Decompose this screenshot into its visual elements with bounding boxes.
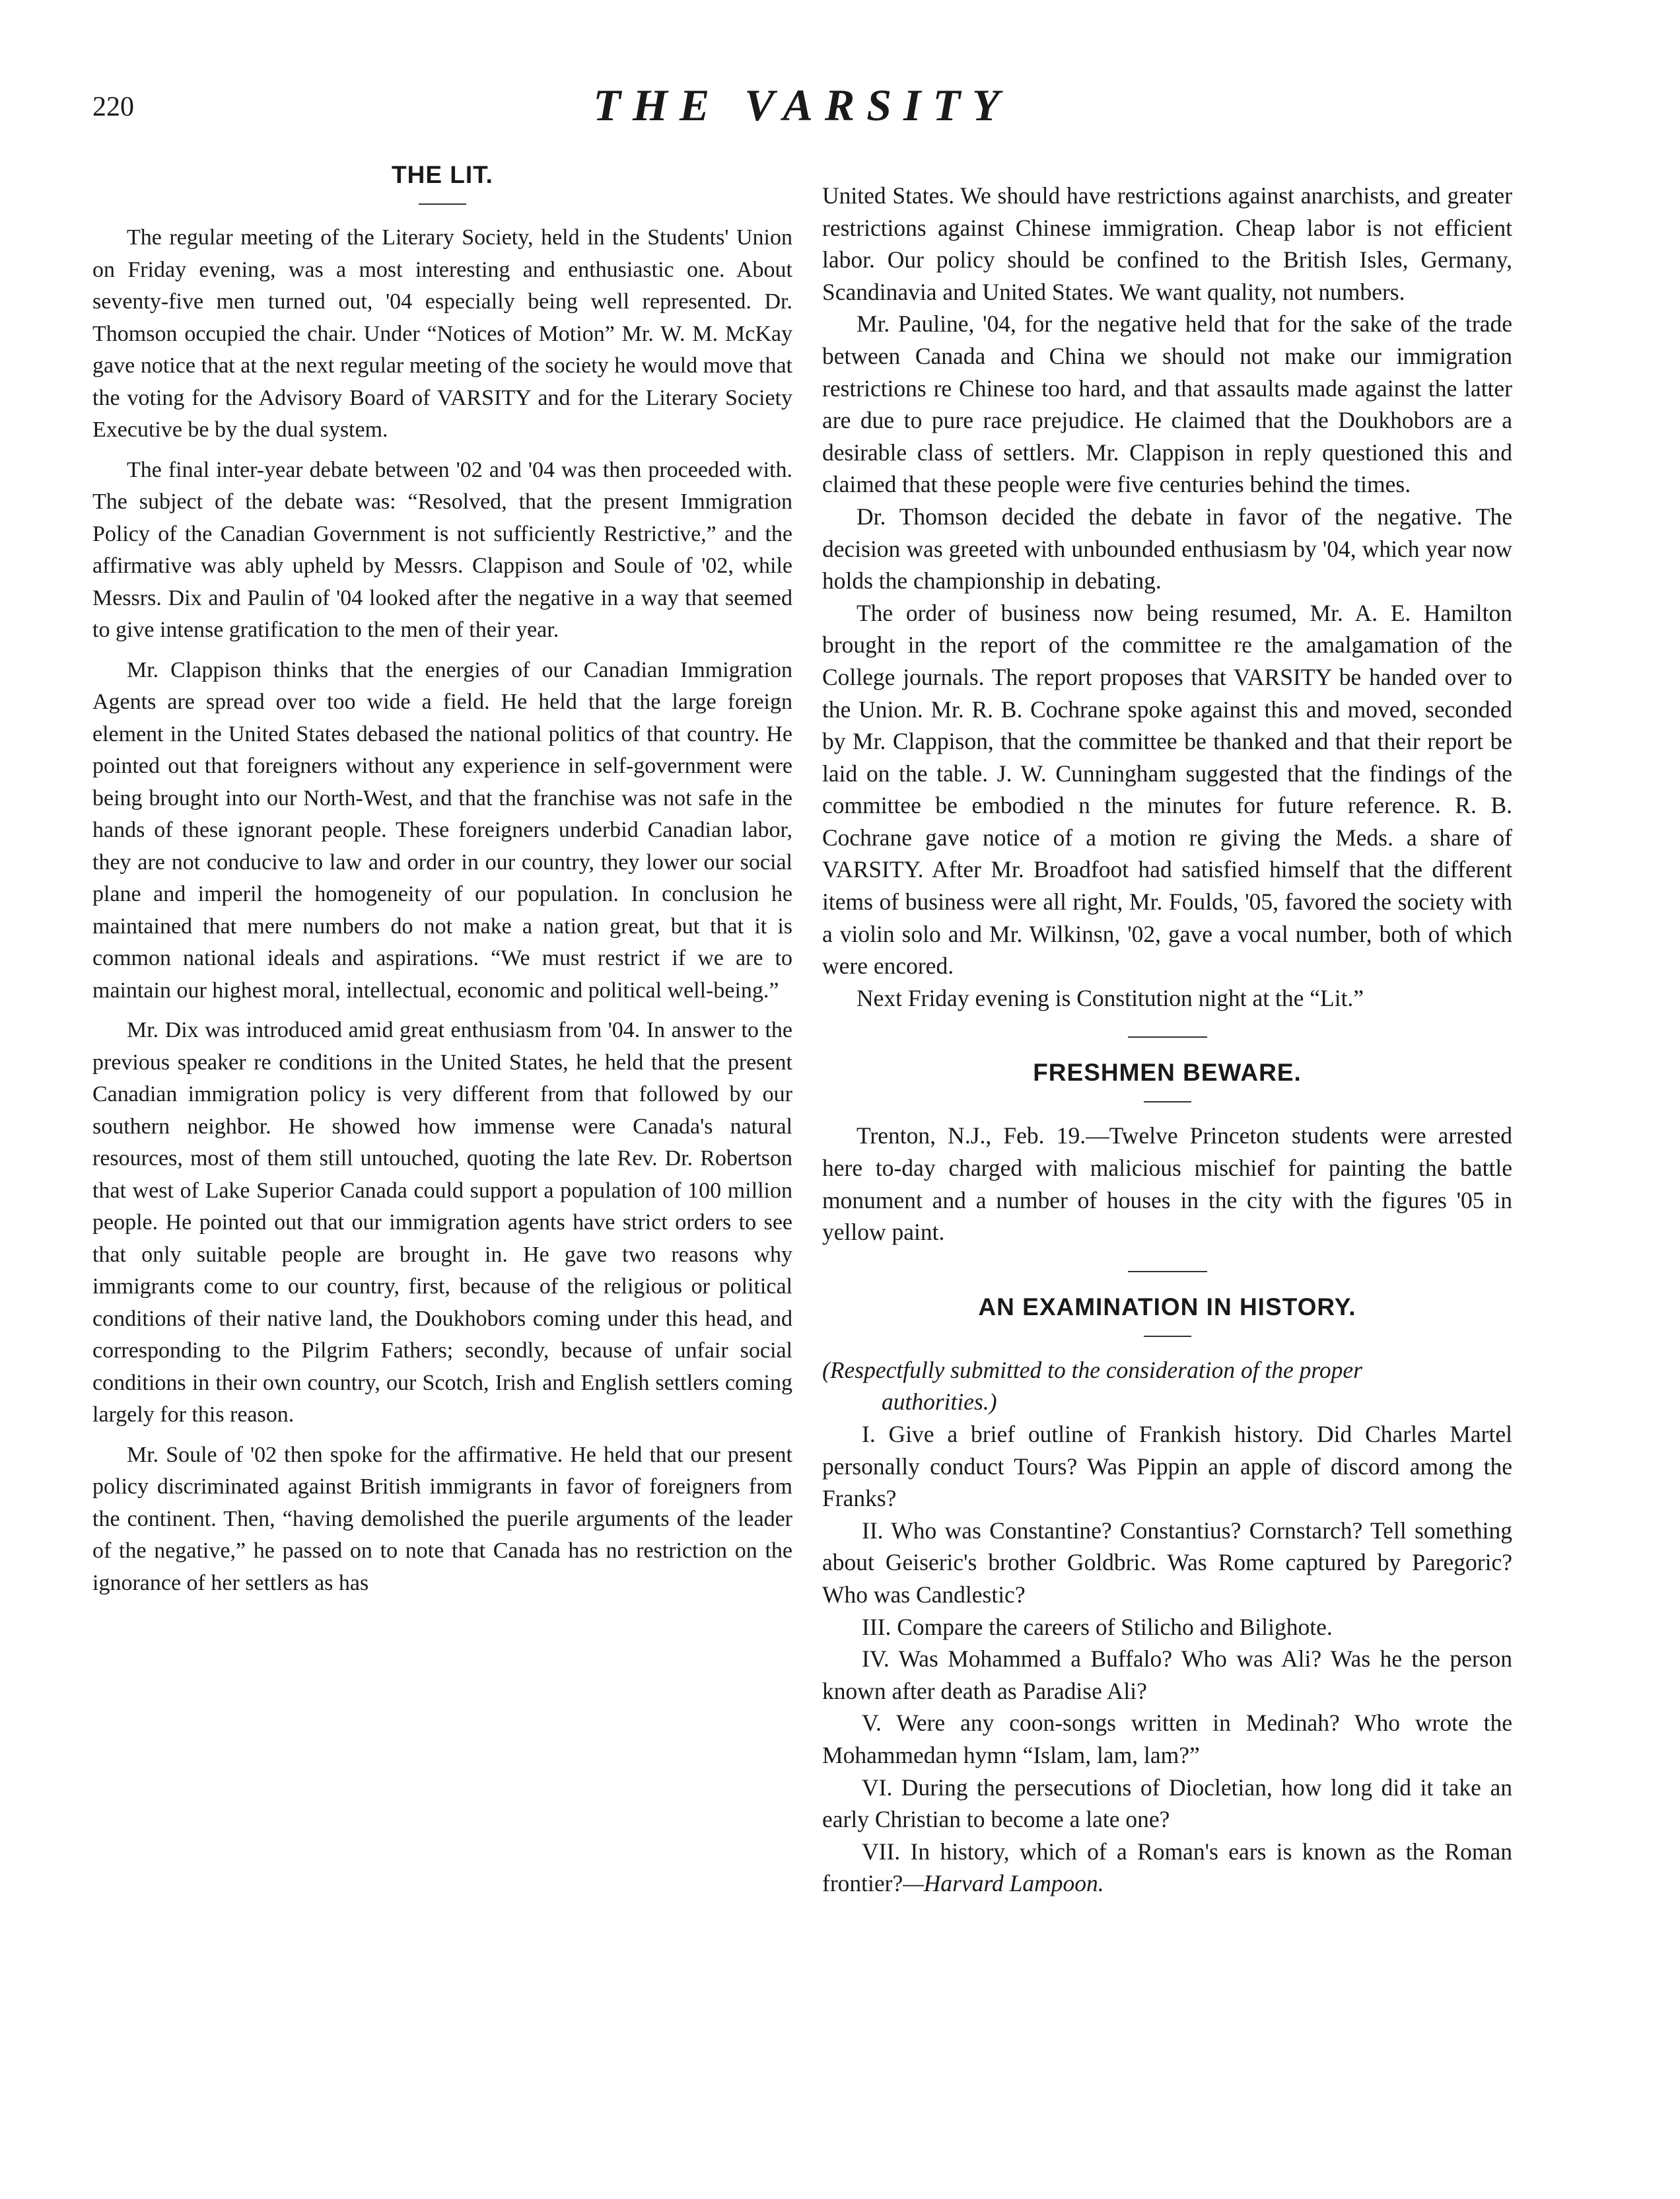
divider — [1128, 1271, 1207, 1272]
section-heading-examination: AN EXAMINATION IN HISTORY. — [978, 1293, 1356, 1320]
left-column — [92, 159, 792, 1599]
paragraph: Trenton, N.J., Feb. 19.—Twelve Princeton students were arrested here to-day charged with malicious mischief for painting the battle monument and a number of houses in the city with the figures '05 in yellow paint. — [822, 1122, 1512, 1246]
paragraph: Mr. Pauline, '04, for the negative held that for the sake of the trade between Canada and China we should not make our immigration restrictions re Chinese too hard, and that assaults made against the latter are due to pure race prejudice. He claimed that the Doukhobors are a desirable class of settlers. Mr. Clappison in reply questioned this and claimed that these people were five centuries behind the times. — [822, 310, 1512, 498]
paragraph: Dr. Thomson decided the debate in favor of the negative. The decision was greeted with unbounded enthusiasm by '04, which year now holds the championship in debating. — [822, 503, 1512, 595]
section-heading-the-lit: THE LIT. — [392, 161, 493, 188]
exam-question: I. Give a brief outline of Frankish history. Did Charles Martel personally conduct Tours? Was Pippin an apple of discord among the Franks? — [822, 1421, 1512, 1512]
exam-questions — [822, 1418, 1512, 1900]
attribution: —Harvard Lampoon. — [903, 1870, 1104, 1897]
right-column — [822, 180, 1512, 1900]
page-header — [86, 79, 1519, 152]
paragraph: The regular meeting of the Literary Society, held in the Students' Union on Friday evening, was a most interesting and enthusiastic one. About seventy-five men turned out, '04 especially being well represented. Dr. Thomson occupied the chair. Under “Notices of Motion” Mr. W. M. McKay gave notice that at the next regular meeting of the society he would move that the voting for the Advisory Board of VARSITY and for the Literary Society Executive be by the dual system. — [92, 225, 792, 442]
paragraph: Mr. Clappison thinks that the energies of our Canadian Immigration Agents are spread over too wide a field. He held that the large foreign element in the United States debased the national politics of that country. He pointed out that foreigners without any experience in self-government were being brought into our North-West, and that the franchise was not safe in the hands of these ignorant people. These foreigners underbid Canadian labor, they are not conducive to law and order in our country, they lower our social plane and imperil the homogeneity of our population. In conclusion he maintained that mere numbers do not make a nation great, but that it is common national ideals and aspirations. “We must restrict if we are to maintain our highest moral, intellectual, economic and political well-being.” — [92, 657, 792, 1003]
paragraph: Next Friday evening is Constitution night at the “Lit.” — [857, 984, 1364, 1011]
paragraph: Mr. Dix was introduced amid great enthusiasm from '04. In answer to the previous speaker re conditions in the United States, he held that the present Canadian immigration policy is very different from that followed by our southern neighbor. He showed how immense were Canada's natural resources, most of them still untouched, quoting the late Rev. Dr. Robertson that west of Lake Superior Canada could support a population of 100 million people. He pointed out that our immigration agents have strict orders to see that only suitable people are brought in. He gave two reasons why immigrants come to our country, first, because of the religious or political conditions of their native land, the Doukhobors coming under this head, and corresponding to the Pilgrim Fathers; secondly, because of unfair social conditions in their own country, our Scotch, Irish and English settlers coming largely for this reason. — [92, 1018, 792, 1427]
exam-question: V. Were any coon-songs written in Medinah? Who wrote the Mohammedan hymn “Islam, lam, lam?” — [822, 1710, 1512, 1768]
divider — [419, 203, 466, 205]
masthead-title: THE VARSITY — [593, 80, 1012, 130]
paragraph: The order of business now being resumed, Mr. A. E. Hamilton brought in the report of the committee re the amalgamation of the College journals. The report proposes that VARSITY be handed over to the Union. Mr. R. B. Cochrane spoke against this and moved, seconded by Mr. Clappison, that the committee be thanked and that their report be laid on the table. J. W. Cunningham suggested that the findings of the committee be embodied n the minutes for future reference. R. B. Cochrane gave notice of a motion re giving the Meds. a share of VARSITY. After Mr. Broadfoot had satisfied himself that the different items of business were all right, Mr. Foulds, '05, favored the society with a violin solo and Mr. Wilkinsn, '02, gave a vocal number, both of which were encored. — [822, 599, 1512, 980]
exam-note — [822, 1354, 1512, 1418]
divider — [1144, 1336, 1191, 1337]
paragraph: United States. We should have restrictions against anarchists, and greater restrictions against Chinese immigration. Cheap labor is not efficient labor. Our policy should be confined to the British Isles, Germany, Scandinavia and United States. We want quality, not numbers. — [822, 182, 1512, 305]
exam-question: III. Compare the careers of Stilicho and Bilighote. — [862, 1613, 1333, 1640]
divider — [1144, 1101, 1191, 1102]
paragraph: The final inter-year debate between '02 and '04 was then proceeded with. The subject of the debate was: “Resolved, that the present Immigration Policy of the Canadian Government is not sufficiently Restrictive,” and the affirmative was ably upheld by Messrs. Clappison and Soule of '02, while Messrs. Dix and Paulin of '04 looked after the negative in a way that seemed to give intense gratification to the men of their year. — [92, 457, 792, 642]
exam-question: II. Who was Constantine? Constantius? Cornstarch? Tell something about Geiseric's brother Goldbric. Was Rome captured by Paregoric? Who was Candlestic? — [822, 1517, 1512, 1608]
divider — [1128, 1036, 1207, 1038]
exam-question: IV. Was Mohammed a Buffalo? Who was Ali? Was he the person known after death as Paradise Ali? — [822, 1645, 1512, 1704]
exam-question — [822, 1836, 1512, 1900]
exam-note-line: authorities.) — [882, 1388, 997, 1416]
exam-question: VI. During the persecutions of Diocletian, how long did it take an early Christian to become a late one? — [822, 1774, 1512, 1833]
page-number: 220 — [92, 92, 134, 122]
exam-note-line: (Respectfully submitted to the consideration of the proper — [822, 1356, 1362, 1383]
exam-question-text: VII. In history, which of a Roman's ears is known as the Roman frontier? — [822, 1838, 1512, 1897]
section-heading-freshmen-beware: FRESHMEN BEWARE. — [1033, 1059, 1302, 1087]
paragraph: Mr. Soule of '02 then spoke for the affirmative. He held that our present policy discriminated against British immigrants in favor of foreigners from the continent. Then, “having demolished the puerile arguments of the leader of the negative,” he passed on to note that Canada has no restriction on the ignorance of her settlers as has — [92, 1442, 792, 1595]
